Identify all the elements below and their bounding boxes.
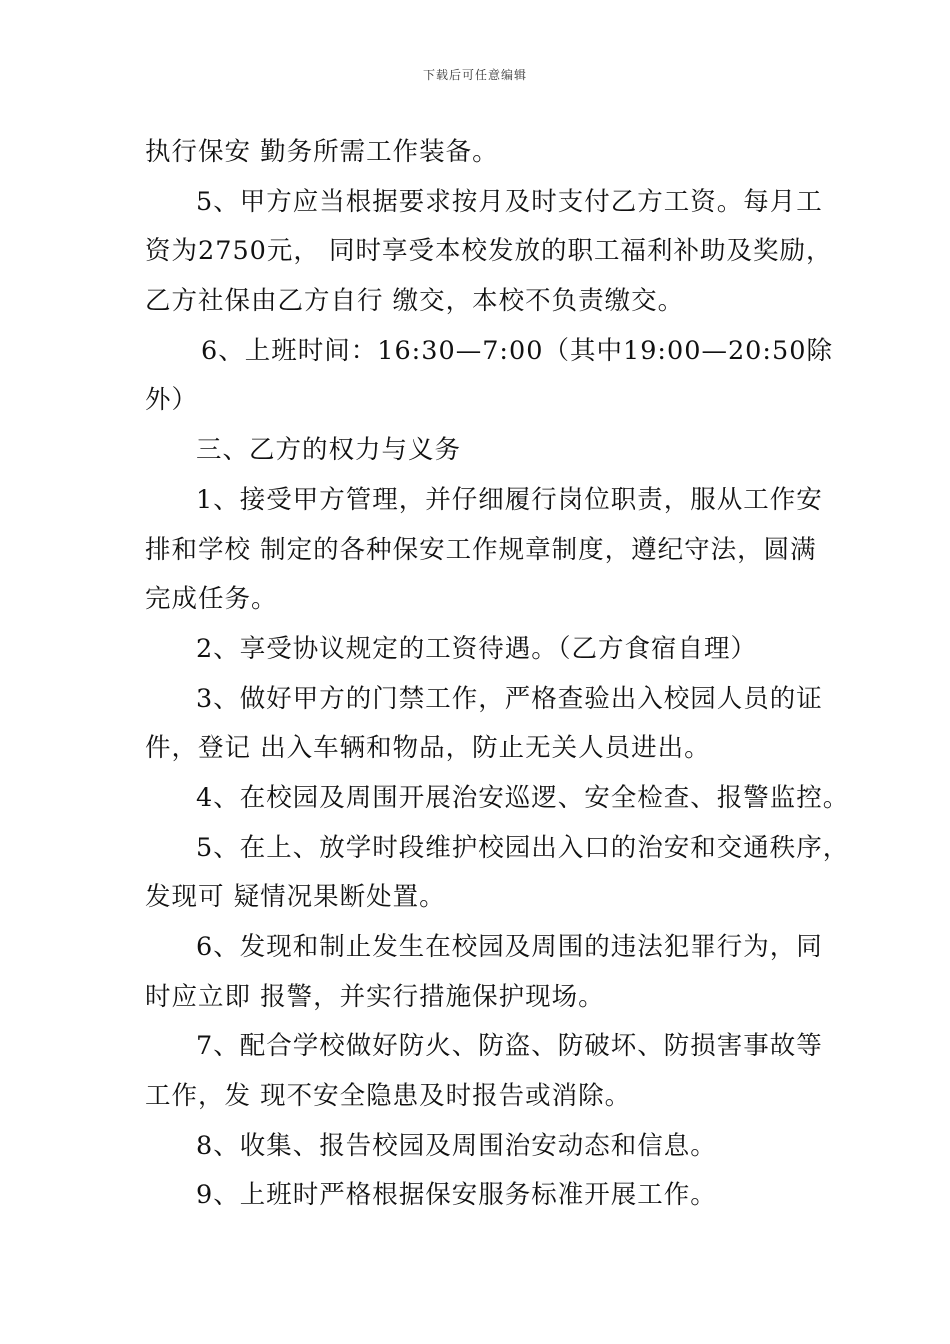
text-line: 6、上班时间：16:30—7:00（其中19:00—20:50除: [201, 335, 833, 366]
text-line: 乙方社保由乙方自行 缴交，本校不负责缴交。: [145, 286, 685, 317]
text-line: 件，登记 出入车辆和物品，防止无关人员进出。: [145, 733, 711, 764]
page-header-note: 下载后可任意编辑: [422, 68, 527, 82]
text-line: 4、在校园及周围开展治安巡逻、安全检查、报警监控。: [196, 782, 850, 813]
text-line: 1、接受甲方管理，并仔细履行岗位职责，服从工作安: [196, 484, 823, 515]
text-line: 排和学校 制定的各种保安工作规章制度，遵纪守法，圆满: [145, 534, 817, 565]
section-heading: 三、乙方的权力与义务: [196, 435, 462, 466]
document-body: [145, 128, 850, 1221]
text-line: 5、在上、放学时段维护校园出入口的治安和交通秩序，: [196, 832, 850, 863]
text-line: 时应立即 报警，并实行措施保护现场。: [145, 981, 605, 1012]
text-line: 9、上班时严格根据保安服务标准开展工作。: [196, 1180, 717, 1211]
text-line: 7、配合学校做好防火、防盗、防破坏、防损害事故等: [196, 1031, 823, 1062]
text-line: 完成任务。: [145, 584, 278, 615]
text-line: 资为2750元， 同时享受本校发放的职工福利补助及奖励，: [145, 236, 833, 267]
text-line: 3、做好甲方的门禁工作，严格查验出入校园人员的证: [196, 683, 823, 714]
text-line: 工作，发 现不安全隐患及时报告或消除。: [145, 1081, 632, 1112]
text-line: 5、甲方应当根据要求按月及时支付乙方工资。每月工: [196, 186, 823, 217]
text-line: 8、收集、报告校园及周围治安动态和信息。: [196, 1130, 717, 1161]
text-line: 执行保安 勤务所需工作装备。: [145, 137, 499, 167]
text-line: 外）: [145, 385, 199, 416]
text-line: 2、享受协议规定的工资待遇。（乙方食宿自理）: [196, 633, 757, 664]
text-line: 6、发现和制止发生在校园及周围的违法犯罪行为，同: [196, 932, 823, 962]
text-line: 发现可 疑情况果断处置。: [145, 882, 446, 913]
